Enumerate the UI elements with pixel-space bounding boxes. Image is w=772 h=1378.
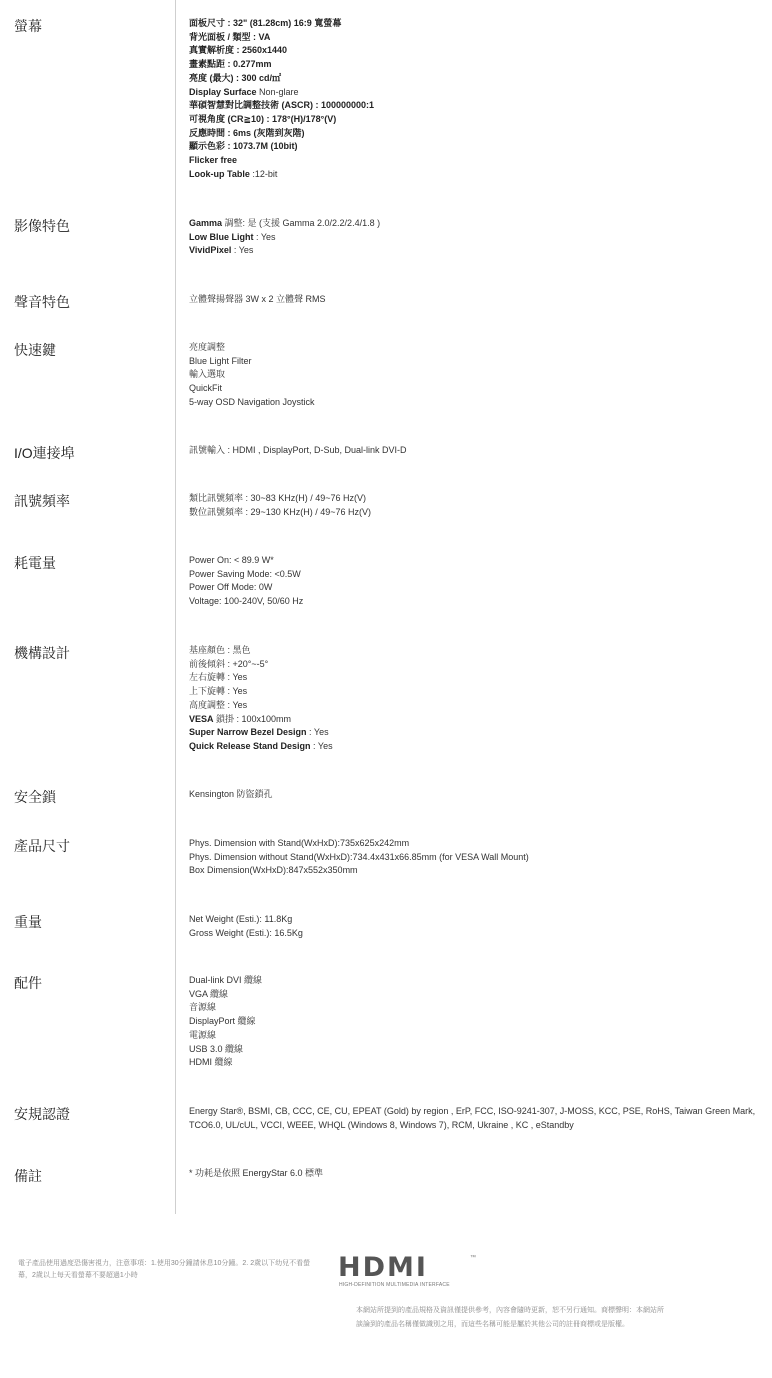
spec-values <box>189 217 764 258</box>
hdmi-logo-text: HDMI <box>338 1252 428 1283</box>
spec-line <box>189 568 764 582</box>
spec-value: Box Dimension(WxHxD):847x552x350mm <box>189 865 358 876</box>
spec-label: 配件 <box>14 975 42 991</box>
spec-term: 畫素點距 : 0.277mm <box>189 59 272 70</box>
spec-label: 聲音特色 <box>14 294 70 310</box>
spec-value: 調整: 是 (支援 Gamma 2.0/2.2/2.4/1.8 ) <box>222 218 381 228</box>
spec-value: Voltage: 100-240V, 50/60 Hz <box>189 596 304 607</box>
spec-value: : Yes <box>253 231 276 242</box>
spec-label: I/O連接埠 <box>14 445 75 461</box>
spec-line <box>189 168 764 182</box>
spec-value: Blue Light Filter <box>189 355 252 366</box>
spec-line <box>189 154 764 168</box>
spec-value: Power Saving Mode: <0.5W <box>189 568 301 579</box>
spec-term: 可視角度 (CR≧10) : 178°(H)/178°(V) <box>189 113 337 124</box>
spec-line <box>189 1029 764 1043</box>
spec-label: 安全鎖 <box>14 789 56 805</box>
spec-value: : Yes <box>310 740 333 751</box>
spec-values <box>189 293 764 307</box>
spec-value: : Yes <box>231 245 254 256</box>
spec-value: 音源線 <box>189 1002 217 1013</box>
spec-value: 訊號輸入 : HDMI , DisplayPort, D-Sub, Dual-link DVI-D <box>189 445 407 455</box>
spec-line <box>189 293 764 307</box>
spec-line <box>189 1105 764 1132</box>
spec-value: 立體聲揚聲器 3W x 2 立體聲 RMS <box>189 294 326 304</box>
spec-line <box>189 113 764 127</box>
spec-line <box>189 382 764 396</box>
spec-term: VividPixel <box>189 245 232 256</box>
spec-values <box>189 492 764 519</box>
spec-term: 亮度 (最大) : 300 cd/㎡ <box>189 72 282 83</box>
spec-values <box>189 554 764 609</box>
spec-term: 面板尺寸 : 32" (81.28cm) 16:9 寬螢幕 <box>189 18 342 28</box>
spec-line <box>189 671 764 685</box>
spec-term: Low Blue Light <box>189 231 254 242</box>
spec-line <box>189 99 764 113</box>
hdmi-logo <box>338 1254 488 1290</box>
spec-line <box>189 368 764 382</box>
spec-value: 鎖掛 : 100x100mm <box>213 713 292 724</box>
spec-value: Non-glare <box>256 86 299 97</box>
spec-values <box>189 837 764 878</box>
eye-health-warning: 電子產品使用過度恐傷害視力，注意事項：1.使用30分鐘請休息10分鐘。2. 2歲以下幼兒不看螢幕，2歲以上每天看螢幕不要超過1小時 <box>18 1260 311 1279</box>
spec-label: 機構設計 <box>14 645 70 661</box>
spec-term: Gamma <box>189 218 223 228</box>
spec-line <box>189 913 764 927</box>
spec-values <box>189 444 764 458</box>
spec-values <box>189 341 764 410</box>
spec-value: * 功耗是依照 EnergyStar 6.0 標準 <box>189 1168 324 1178</box>
spec-term: 華碩智慧對比調整技術 (ASCR) : 100000000:1 <box>189 100 375 111</box>
spec-value: VGA 纜線 <box>189 988 229 999</box>
spec-line <box>189 554 764 568</box>
spec-term: VESA <box>189 713 214 724</box>
spec-value: 電源線 <box>189 1029 217 1040</box>
spec-line <box>189 86 764 100</box>
spec-value: 類比訊號頻率 : 30~83 KHz(H) / 49~76 Hz(V) <box>189 493 367 503</box>
hdmi-tagline: HIGH-DEFINITION MULTIMEDIA INTERFACE <box>339 1282 450 1288</box>
spec-term: 真實解析度 : 2560x1440 <box>189 45 288 56</box>
spec-line <box>189 58 764 72</box>
spec-value: Phys. Dimension with Stand(WxHxD):735x625x242mm <box>189 838 410 848</box>
spec-term: Flicker free <box>189 155 238 166</box>
spec-value: :12-bit <box>249 168 278 179</box>
spec-line <box>189 658 764 672</box>
spec-label: 產品尺寸 <box>14 838 70 854</box>
spec-value: 上下旋轉 : Yes <box>189 686 248 697</box>
spec-value: 5-way OSD Navigation Joystick <box>189 396 315 407</box>
spec-value: : Yes <box>306 727 329 738</box>
column-divider <box>175 0 176 1214</box>
spec-line <box>189 974 764 988</box>
spec-line <box>189 396 764 410</box>
spec-value: 基座顏色 : 黑色 <box>189 645 251 655</box>
spec-value: Gross Weight (Esti.): 16.5Kg <box>189 927 303 938</box>
spec-values <box>189 913 764 940</box>
spec-line <box>189 355 764 369</box>
spec-value: 左右旋轉 : Yes <box>189 672 248 683</box>
spec-value: 數位訊號頻率 : 29~130 KHz(H) / 49~76 Hz(V) <box>189 506 372 517</box>
spec-value: 高度調整 : Yes <box>189 699 248 710</box>
spec-values <box>189 788 764 802</box>
spec-term: Look-up Table <box>189 168 250 179</box>
spec-line <box>189 1001 764 1015</box>
spec-label: 備註 <box>14 1168 42 1184</box>
spec-value: Net Weight (Esti.): 11.8Kg <box>189 914 293 924</box>
spec-line <box>189 127 764 141</box>
spec-line <box>189 713 764 727</box>
spec-line <box>189 444 764 458</box>
spec-term: Display Surface <box>189 86 257 97</box>
spec-line <box>189 1015 764 1029</box>
spec-label: 重量 <box>14 914 42 930</box>
spec-line <box>189 595 764 609</box>
spec-value: Power Off Mode: 0W <box>189 582 273 593</box>
spec-line <box>189 1167 764 1181</box>
spec-term: 反應時間 : 6ms (灰階到灰階) <box>189 127 305 138</box>
spec-line <box>189 31 764 45</box>
spec-line <box>189 492 764 506</box>
spec-values <box>189 974 764 1070</box>
spec-label: 安規認證 <box>14 1106 70 1122</box>
spec-value: HDMI 纜線 <box>189 1057 233 1068</box>
spec-value: Phys. Dimension without Stand(WxHxD):734.4x431x66.85mm (for VESA Wall Mount) <box>189 851 529 862</box>
spec-label: 螢幕 <box>14 18 42 34</box>
spec-line <box>189 699 764 713</box>
spec-value: Kensington 防盜鎖孔 <box>189 789 273 799</box>
spec-line <box>189 341 764 355</box>
spec-value: QuickFit <box>189 383 223 394</box>
spec-values <box>189 17 764 181</box>
spec-label: 耗電量 <box>14 555 56 571</box>
spec-line <box>189 988 764 1002</box>
spec-line <box>189 740 764 754</box>
spec-line <box>189 1056 764 1070</box>
spec-line <box>189 726 764 740</box>
spec-line <box>189 506 764 520</box>
spec-value: Power On: < 89.9 W* <box>189 555 274 565</box>
spec-line <box>189 44 764 58</box>
spec-term: 顯示色彩 : 1073.7M (10bit) <box>189 141 298 152</box>
spec-term: Quick Release Stand Design <box>189 740 311 751</box>
spec-values <box>189 1105 764 1132</box>
spec-term: 背光面板 / 類型 : VA <box>189 31 271 42</box>
spec-line <box>189 837 764 851</box>
spec-value: 輸入選取 <box>189 369 226 380</box>
spec-line <box>189 581 764 595</box>
spec-line <box>189 788 764 802</box>
hdmi-trademark: ™ <box>470 1255 476 1261</box>
spec-value: 亮度調整 <box>189 342 226 352</box>
spec-term: Super Narrow Bezel Design <box>189 727 307 738</box>
spec-line <box>189 244 764 258</box>
spec-values <box>189 644 764 754</box>
spec-line <box>189 217 764 231</box>
trademark-disclaimer: 本網站所提到的產品規格及資訊僅提供參考，內容會隨時更新，恕不另行通知。商標聲明：本網站所談論到的產品名稱僅做識別之用，而這些名稱可能是屬於其他公司的註冊商標或是版權。 <box>356 1307 664 1328</box>
spec-line <box>189 72 764 86</box>
spec-values <box>189 1167 764 1181</box>
spec-line <box>189 140 764 154</box>
spec-label: 訊號頻率 <box>14 493 70 509</box>
spec-line <box>189 644 764 658</box>
spec-value: 前後傾斜 : +20°~-5° <box>189 658 269 669</box>
spec-line <box>189 231 764 245</box>
spec-value: Energy Star®, BSMI, CB, CCC, CE, CU, EPEAT (Gold) by region , ErP, FCC, ISO-9241-307, J-MOSS, KCC, PSE, RoHS, Taiwan Green Mark, TCO6.0, UL/cUL, VCCI, WEEE, WHQL (Windows 8, Windows 7), RCM, Ukraine , KC , eStandby <box>189 1106 756 1130</box>
spec-line <box>189 685 764 699</box>
spec-line <box>189 864 764 878</box>
spec-line <box>189 851 764 865</box>
spec-line <box>189 927 764 941</box>
spec-line <box>189 17 764 31</box>
spec-value: Dual-link DVI 纜線 <box>189 975 263 985</box>
spec-label: 快速鍵 <box>14 342 56 358</box>
spec-value: USB 3.0 纜線 <box>189 1043 244 1054</box>
spec-line <box>189 1043 764 1057</box>
spec-label: 影像特色 <box>14 218 70 234</box>
spec-value: DisplayPort 纜線 <box>189 1016 256 1027</box>
